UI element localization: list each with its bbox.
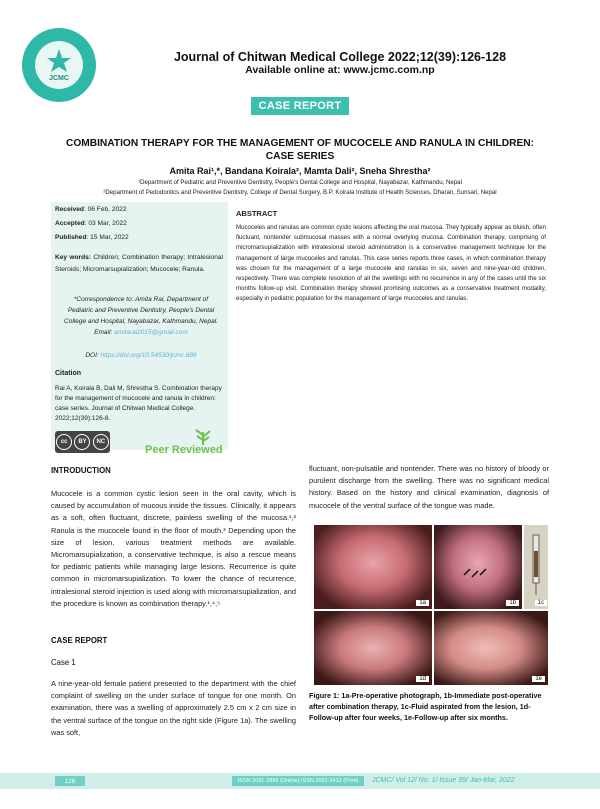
- figure-1b: [434, 525, 522, 609]
- citation-text: Rai A, Koirala B, Dali M, Shrestha S. Combination therapy for the management of mucocele and ranula in children: case series. Journal of Chitwan Medical College. 2022;12(39):126-8.: [55, 385, 222, 422]
- citation-heading: Citation: [55, 370, 82, 377]
- introduction-text: Mucocele is a common cystic lesion seen in the oral cavity, which is caused by accumulation of mucous inside the tissues. Clinically, it appears as a soft, often fluctuant, discrete, painless swelling of the mucosa.¹,² Ranula is the mucocele found in the floor of mouth.³ Depending upon the size of lesion, various treatment methods are available. Micromarsupialization, a conservative technique, is also a rescue means for pediatric patients while managing large lesions. Recurrence is quite common in micromarsupialization. To lower the chance of recurrence, intralesional steroid injection is used along with micromarsupialization, and the procedure is known as combination therapy.¹,⁴,⁵: [51, 489, 296, 608]
- received-date: Received: 06 Feb, 2022: [55, 206, 127, 213]
- issn: ISSN 2091-2889 (Online) ISSN 2091-2412 (Print): [232, 776, 364, 786]
- figure-1b-label: 1b: [506, 600, 519, 606]
- syringe-icon: [524, 525, 548, 609]
- sutures-icon: [434, 525, 522, 609]
- article-title: COMBINATION THERAPY FOR THE MANAGEMENT OF MUCOCELE AND RANULA IN CHILDREN: CASE SERIES: [65, 138, 535, 162]
- logo-text: JCMC: [49, 75, 69, 82]
- nc-icon: NC: [93, 434, 109, 450]
- affiliation-1: ¹Department of Pediatric and Preventive Dentistry, People's Dental College and Hospital, Nayabazar, Kathmandu, Nepal: [138, 179, 462, 186]
- abstract-heading: ABSTRACT: [236, 209, 278, 218]
- figure-1c: [524, 525, 548, 609]
- case1-continued-text: fluctuant, non-pulsatile and nontender. There was no history of bloody or purulent discharge from the swelling. There was no significant medical history. Based on the history and clinical examination, diagnosis of mucocele of the ventral surface of the tongue was made.: [309, 464, 549, 510]
- journal-title: Journal of Chitwan Medical College 2022;12(39):126-128: [173, 50, 507, 64]
- journal-website[interactable]: Available online at: www.jcmc.com.np: [245, 64, 435, 76]
- introduction-heading: INTRODUCTION: [51, 466, 111, 475]
- correspondence: *Correspondence to: Amita Rai, Department of Pediatric and Preventive Dentistry, People's Dental College and Hospital, Nayabazar, Kathmandu, Nepal. Email: amitarai2015@gmail.com: [64, 296, 218, 336]
- journal-logo: [22, 28, 96, 102]
- footer-journal-info: JCMC/ Vol 12/ No. 1/ Issue 39/ Jan-Mar, 2022: [372, 777, 515, 784]
- case-report-heading: CASE REPORT: [51, 636, 108, 645]
- case1-text: A nine-year-old female patient presented to the department with the chief complaint of swelling on the under surface of tongue for one month. On examination, there was a swelling of approximately 2.5 cm x 2 cm size in the ventral surface of the tongue on the right side (Figure 1a). The swelling was soft,: [51, 679, 296, 737]
- abstract-text: Mucoceles and ranulas are common cystic lesions affecting the oral mucosa. They typically appear as bluish, often fluctuant, nontender submucosal masses with a normal overlying mucosa. Combination therapy, comprising of micromarsupialization with intralesional steroid administration is a conservative management technique for the management of large mucoceles and ranulas. This case series reports three cases, in which combination therapy was chosen for the management of a large mucocele and ranulas in six, seven and nine-year-old children, respectively. There was complete resolution of all the swellings with no recurrence in any of the cases until the six months follow-up visit. Combination therapy showed promising outcomes as a conservative treatment modality, especially in pediatric population for the management of large mucoceles and ranulas.: [236, 224, 546, 303]
- figure-1c-label: 1c: [535, 600, 547, 606]
- figure-1d: [314, 611, 432, 685]
- case-report-badge: CASE REPORT: [251, 97, 349, 115]
- peer-reviewed-label: Peer Reviewed: [145, 444, 223, 456]
- doi-link[interactable]: https://doi.org/10.54530/jcmc.686: [100, 352, 197, 359]
- logo-emblem: [35, 41, 83, 89]
- logo-star-icon: [46, 48, 72, 74]
- figure-1a: [314, 525, 432, 609]
- cc-license-badge[interactable]: [55, 431, 110, 453]
- accepted-date: Accepted: 03 Mar, 2022: [55, 220, 127, 227]
- published-date: Published: 15 Mar, 2022: [55, 234, 129, 241]
- figure-1e: [434, 611, 548, 685]
- by-icon: BY: [74, 434, 90, 450]
- email-link[interactable]: amitarai2015@gmail.com: [114, 329, 188, 336]
- doi: DOI: https://doi.org/10.54530/jcmc.686: [85, 352, 197, 359]
- case1-heading: Case 1: [51, 658, 76, 667]
- affiliation-2: ²Department of Pedodontics and Preventive Dentistry, College of Dental Surgery, B.P. Koirala Institute of Health Sciences, Dharan, Sunsari, Nepal: [103, 189, 497, 196]
- figure-1d-label: 1d: [416, 676, 429, 682]
- cc-icon: cc: [56, 434, 72, 450]
- page-number: 126: [55, 776, 85, 786]
- figure-caption: Figure 1: 1a-Pre-operative photograph, 1b-Immediate post-operative after combination therapy, 1c-Fluid aspirated from the lesion, 1d-Follow-up after four weeks, 1e-Follow-up after six months.: [309, 691, 542, 722]
- figure-1e-label: 1e: [532, 676, 545, 682]
- keywords: Key words: Children; Combination therapy; Intralesional Steroids; Micromarsupialization; Mucocele; Ranula.: [55, 254, 223, 273]
- figure-1a-label: 1a: [416, 600, 429, 606]
- authors: Amita Rai¹,*, Bandana Koirala², Mamta Dali², Sneha Shrestha²: [169, 166, 431, 176]
